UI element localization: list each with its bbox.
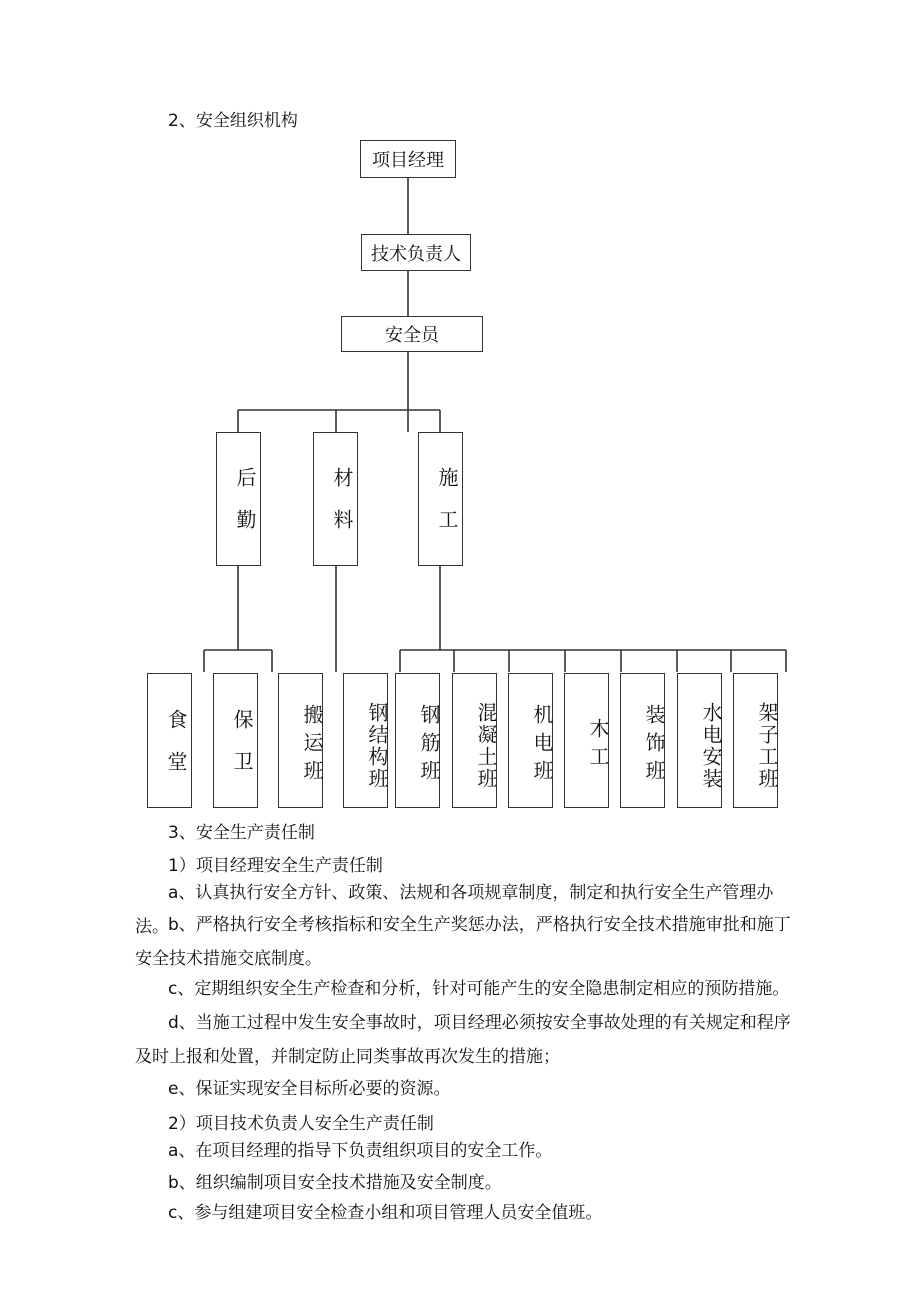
org-box-team-porter: 搬运班 [278,673,323,808]
org-box-dept-materials: 材料 [313,432,358,566]
org-box-dept-construction: 施工 [418,432,463,566]
org-box-team-security: 保卫 [213,673,258,808]
org-box-team-decoration: 装饰班 [620,673,665,808]
org-box-team-plumbing-electrical: 水电安装 [677,673,722,808]
org-box-tech-lead: 技术负责人 [361,234,471,271]
pm-item-e: e、保证实现安全目标所必要的资源。 [168,1079,451,1099]
section-heading-responsibility: 3、安全生产责任制 [168,823,315,843]
org-box-safety-officer: 安全员 [341,316,483,352]
tech-item-b: b、组织编制项目安全技术措施及安全制度。 [168,1173,502,1193]
org-box-team-canteen: 食堂 [147,673,192,808]
subsection-title-tech-lead: 2）项目技术负责人安全生产责任制 [168,1114,434,1134]
section-heading-org: 2、安全组织机构 [168,111,298,131]
org-box-project-manager: 项目经理 [360,140,456,178]
org-box-team-carpentry: 木工 [564,673,609,808]
pm-item-a: a、认真执行安全方针、政策、法规和各项规章制度，制定和执行安全生产管理办法。 [135,883,774,937]
org-box-team-scaffolding: 架子工班 [733,673,778,808]
tech-item-c: c、参与组建项目安全检查小组和项目管理人员安全值班。 [168,1203,603,1223]
tech-item-a: a、在项目经理的指导下负责组织项目的安全工作。 [168,1141,553,1161]
pm-item-c: c、定期组织安全生产检查和分析，针对可能产生的安全隐患制定相应的预防措施。 [168,979,790,999]
org-box-team-rebar: 钢筋班 [395,673,440,808]
pm-item-d: d、当施工过程中发生安全事故时，项目经理必须按安全事故处理的有关规定和程序及时上报和处置，并制定防止同类事故再次发生的措施； [135,1013,791,1067]
org-box-team-steel-structure: 钢结构班 [343,673,388,808]
subsection-title-pm: 1）项目经理安全生产责任制 [168,856,383,876]
org-box-team-electromech: 机电班 [508,673,553,808]
org-box-team-concrete: 混凝土班 [452,673,497,808]
org-box-dept-logistics: 后勤 [216,432,261,566]
pm-item-b: b、严格执行安全考核指标和安全生产奖惩办法，严格执行安全技术措施审批和施丁安全技术措施交底制度。 [135,915,791,969]
